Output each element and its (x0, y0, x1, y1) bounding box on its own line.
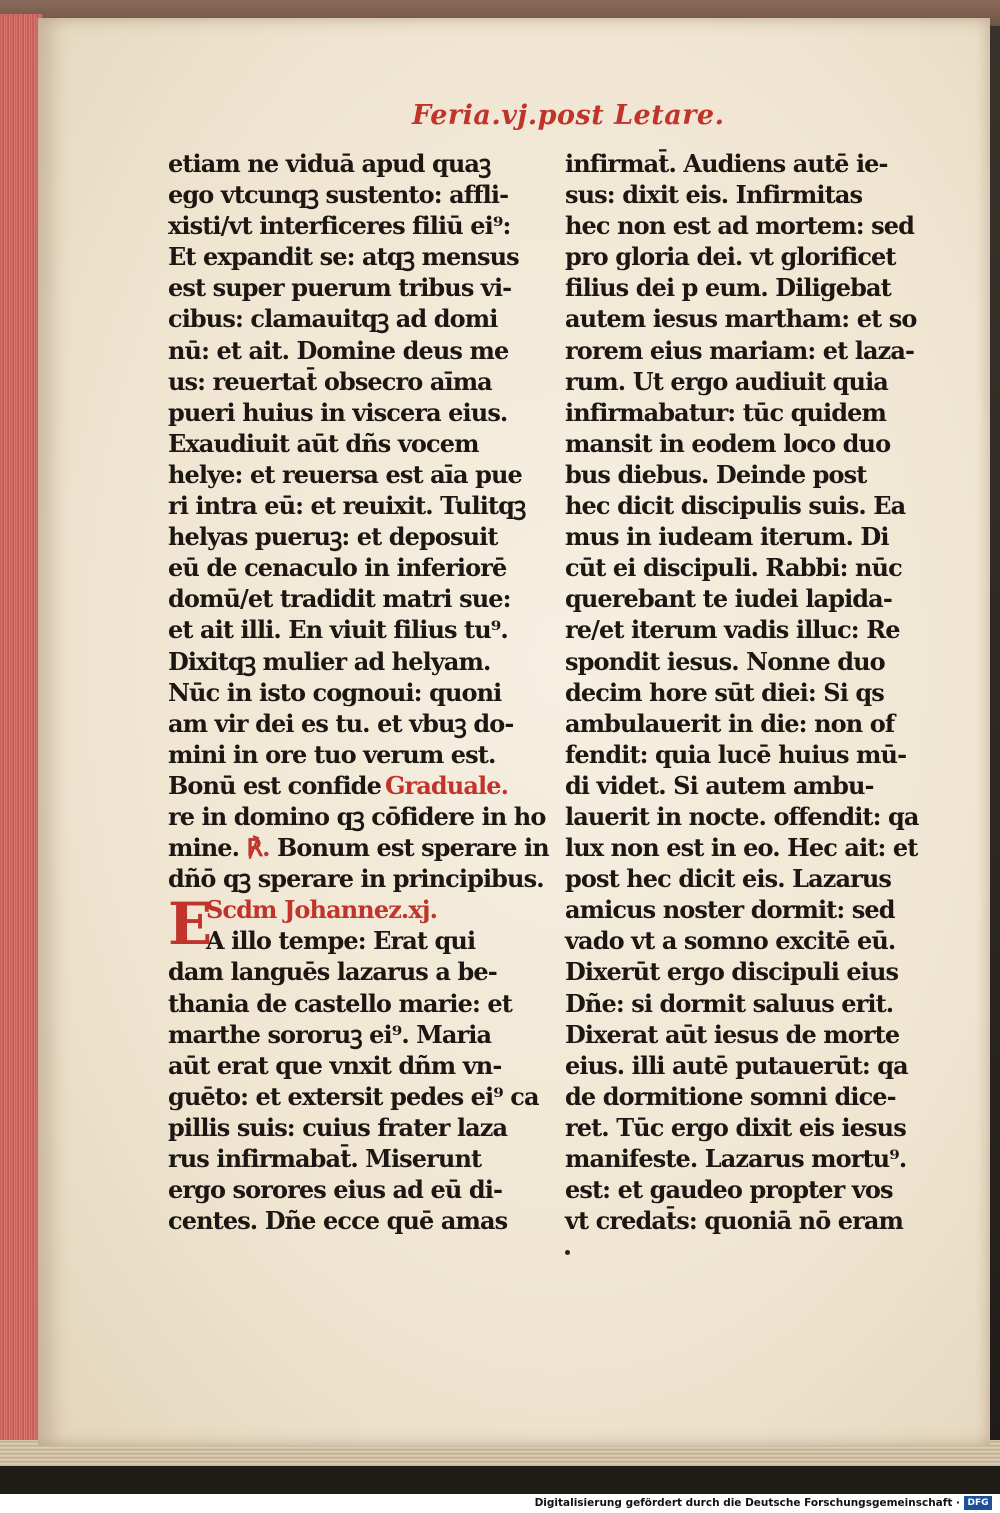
rubric-mark: ℟. (246, 833, 270, 863)
line-text: post hec dicit eis. Lazarus (565, 864, 892, 894)
line-text: domū/et tradidit matri sue: (168, 584, 511, 614)
text-line (168, 1143, 513, 1174)
line-text: mine. (168, 833, 247, 863)
text-line (168, 1205, 513, 1236)
text-line (168, 925, 513, 956)
rubric-text: Graduale. (384, 770, 509, 800)
text-line (168, 241, 519, 272)
line-text: ambulauerit in die: non of (565, 708, 895, 738)
line-text: decim hore sūt diei: Si qs (565, 677, 884, 707)
text-line (565, 366, 910, 397)
text-line (168, 770, 513, 801)
line-text: manifeste. Lazarus mortu⁹. (565, 1144, 907, 1173)
line-text: est: et gaudeo propter vos (565, 1175, 893, 1205)
text-line (565, 272, 910, 303)
line-text: pro gloria dei. vt glorificet (565, 242, 896, 272)
dfg-logo: DFG (964, 1496, 992, 1510)
line-text: infirmat̄. Audiens autē ie- (565, 149, 888, 178)
text-line (168, 646, 513, 677)
text-line (565, 1081, 910, 1112)
line-text: Nūc in isto cognoui: quoni (168, 677, 502, 707)
text-line (565, 894, 910, 925)
text-line (565, 1112, 910, 1143)
text-line (565, 770, 910, 801)
line-text: et ait illi. En viuit filius tu⁹. (168, 615, 508, 645)
text-line (565, 583, 910, 614)
line-text: marthe sororuꝫ ei⁹. Maria (168, 1019, 492, 1049)
text-line (565, 1205, 910, 1236)
line-text: guēto: et extersit pedes ei⁹ ca (168, 1081, 539, 1111)
text-line (168, 272, 513, 303)
text-line (168, 1112, 513, 1143)
line-text: sus: dixit eis. Infirmitas (565, 180, 863, 210)
line-text: lux non est in eo. Hec ait: et (565, 833, 918, 863)
line-text: dñō qꝫ sperare in principibus. (168, 864, 544, 894)
line-text: thania de castello marie: et (168, 988, 512, 1018)
text-line (168, 521, 513, 552)
text-line (168, 1019, 513, 1050)
rubric-text: Scdm Johannez.xj. (206, 895, 438, 925)
line-text: bus diebus. Deinde post (565, 459, 867, 489)
line-text: us: reuertat̄ obsecro aīma (168, 366, 492, 396)
text-line (168, 490, 526, 521)
line-text: filius dei p eum. Diligebat (565, 273, 891, 303)
text-line (168, 614, 513, 645)
text-column-left (168, 148, 549, 1236)
line-text: re in domino qꝫ cōfidere in ho (168, 801, 546, 831)
line-text: helyas pueruꝫ: et deposuit (168, 522, 498, 552)
page-edges-red (0, 14, 43, 1454)
line-text: mini in ore tuo verum est. (168, 739, 496, 769)
text-line (168, 708, 513, 739)
line-text: ret. Tūc ergo dixit eis iesus (565, 1112, 906, 1142)
text-line (168, 988, 513, 1019)
text-line (168, 956, 513, 987)
text-line (565, 1143, 910, 1174)
line-text: querebant te iudei lapida- (565, 584, 892, 614)
text-line (565, 956, 910, 987)
text-column-right (565, 148, 919, 1236)
text-line (168, 210, 513, 241)
text-line (565, 148, 910, 179)
text-line (168, 739, 513, 770)
line-text: cūt ei discipuli. Rabbi: nūc (565, 553, 902, 583)
line-text: spondit iesus. Nonne duo (565, 646, 885, 676)
text-line (168, 832, 549, 863)
line-text: Dixerat aūt iesus de morte (565, 1019, 900, 1049)
line-text: A illo tempe: Erat qui (206, 926, 476, 956)
text-line (565, 832, 918, 863)
text-line (565, 1019, 910, 1050)
text-line (168, 335, 513, 366)
line-text: rum. Ut ergo audiuit quia (565, 366, 888, 396)
text-line (168, 303, 513, 334)
text-line (168, 1174, 513, 1205)
text-line (565, 646, 910, 677)
line-text: fendit: quia lucē huius mū- (565, 739, 907, 769)
line-text: cibus: clamauitqꝫ ad domi (168, 304, 498, 334)
text-line (168, 397, 513, 428)
text-line (565, 614, 910, 645)
text-line (565, 708, 910, 739)
line-text: Bonū est confide (168, 770, 381, 800)
text-line (168, 428, 513, 459)
text-line (565, 210, 915, 241)
line-text: etiam ne viduā apud quaꝫ (168, 149, 491, 178)
line-text: centes. Dñe ecce quē amas (168, 1206, 508, 1236)
text-line (565, 739, 910, 770)
line-text: est super puerum tribus vi- (168, 273, 512, 303)
text-line (168, 863, 544, 894)
line-text: Dixitqꝫ mulier ad helyam. (168, 646, 491, 676)
text-line (565, 677, 910, 708)
line-text: Dixerūt ergo discipuli eius (565, 957, 899, 987)
line-text: infirmabatur: tūc quidem (565, 397, 887, 427)
line-text: de dormitione somni dice- (565, 1081, 896, 1111)
text-line (565, 988, 910, 1019)
line-text: am vir dei es tu. et vbuꝫ do- (168, 708, 514, 738)
line-text: xisti/vt interficeres filiū ei⁹: (168, 211, 511, 241)
text-line (565, 490, 910, 521)
line-text: nū: et ait. Domine deus me (168, 335, 509, 365)
line-text: autem iesus martham: et so (565, 304, 917, 334)
line-text: dam languēs lazarus a be- (168, 957, 497, 987)
text-line (168, 677, 513, 708)
page-header-title: Feria.vj.post Letare. (412, 100, 725, 131)
text-line (565, 552, 910, 583)
line-text: vado vt a somno excitē eū. (565, 926, 896, 956)
text-line (168, 1081, 539, 1112)
line-text: amicus noster dormit: sed (565, 895, 895, 925)
text-line (565, 459, 910, 490)
line-text: mansit in eodem loco duo (565, 428, 891, 458)
line-text: mus in iudeam iterum. Di (565, 522, 889, 552)
text-line (168, 801, 546, 832)
text-line (565, 1174, 910, 1205)
text-line (565, 303, 917, 334)
line-text: helye: et reuersa est aīa pue (168, 459, 522, 489)
text-line (168, 1050, 513, 1081)
line-text: rorem eius mariam: et laza- (565, 335, 915, 365)
line-text: pillis suis: cuius frater laza (168, 1112, 508, 1142)
line-text: eius. illi autē putauerūt: qa (565, 1050, 908, 1080)
line-text: hec dicit discipulis suis. Ea (565, 491, 906, 521)
text-line (168, 459, 522, 490)
line-text: hec non est ad mortem: sed (565, 211, 915, 241)
line-text: eū de cenaculo in inferiorē (168, 553, 507, 583)
line-text: rus infirmabat̄. Miserunt (168, 1144, 482, 1173)
line-text: aūt erat que vnxit dñm vn- (168, 1050, 502, 1080)
text-line (168, 148, 513, 179)
line-text: ego vtcunqꝫ sustento: affli- (168, 180, 509, 210)
text-line (565, 1050, 910, 1081)
text-line (565, 521, 910, 552)
text-line (565, 335, 915, 366)
line-text: ri intra eū: et reuixit. Tulitqꝫ (168, 491, 526, 521)
ink-dot (565, 1250, 570, 1255)
text-line (168, 552, 513, 583)
text-line (565, 801, 919, 832)
line-text: Dñe: si dormit saluus erit. (565, 988, 894, 1018)
text-line (565, 397, 910, 428)
line-text: pueri huius in viscera eius. (168, 397, 508, 427)
text-line (168, 366, 513, 397)
text-line (565, 925, 910, 956)
text-line (168, 583, 513, 614)
footer-credit: Digitalisierung gefördert durch die Deutsche Forschungsgemeinschaft · (534, 1497, 960, 1509)
line-text: Et expandit se: atqꝫ mensus (168, 242, 519, 272)
line-text: re/et iterum vadis illuc: Re (565, 615, 900, 645)
text-line (565, 241, 910, 272)
line-text-tail: Bonum est sperare in (269, 833, 549, 863)
line-text: vt credat̄s: quoniā nō eram (565, 1206, 904, 1236)
text-line (565, 428, 910, 459)
line-text: ergo sorores eius ad eū di- (168, 1175, 503, 1205)
line-text: di videt. Si autem ambu- (565, 770, 874, 800)
drop-initial: E (168, 890, 212, 959)
text-line (565, 863, 910, 894)
text-line (565, 179, 910, 210)
line-text: lauerit in nocte. offendit: qa (565, 801, 919, 831)
text-line (168, 179, 513, 210)
line-text: Exaudiuit aūt dñs vocem (168, 428, 479, 458)
